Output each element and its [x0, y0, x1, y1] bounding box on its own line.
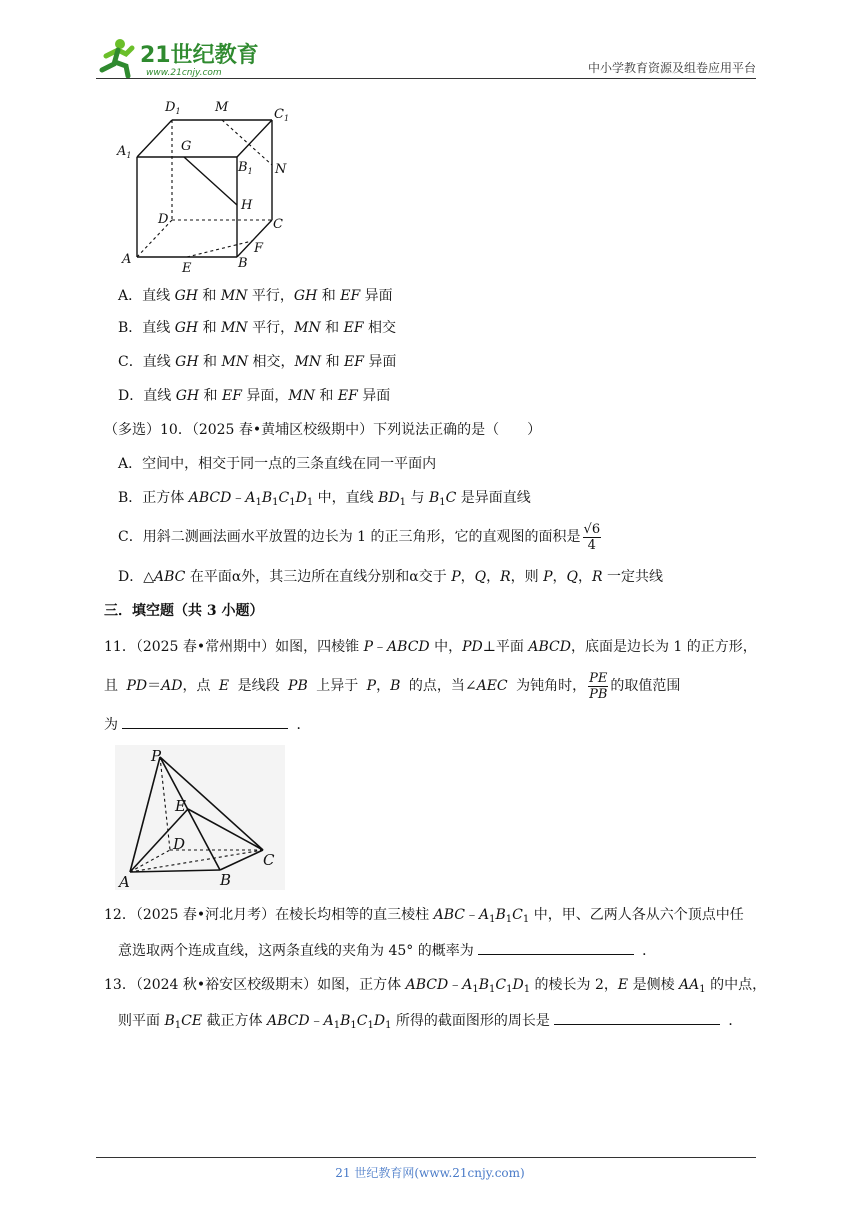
label-P: P [151, 747, 162, 765]
fraction-pe-over-pb: $\frac{PE}{PB}$ [589, 670, 608, 702]
q11-answer-blank[interactable] [122, 714, 288, 729]
logo-text: 21世纪教育 [140, 43, 259, 68]
q9-option-a[interactable]: A．直线 GH 和 MN 平行，GH 和 EF 异面 [118, 288, 393, 304]
q10-option-c[interactable]: C．用斜二测画法画水平放置的边长为 1 的正三角形，它的直观图的面积是 $\frac{√6}{4}$ [118, 521, 601, 553]
label-D: D [158, 212, 169, 227]
label-G: G [181, 139, 192, 154]
q13-line-1: 13．（2024 秋•裕安区校级期末）如图，正方体 $ABCD﹣A_1B_1C_1D_1$ 的棱长为 2，E 是侧棱 $AA_1$ 的中点， [104, 977, 767, 995]
label-N: N [275, 162, 287, 177]
q11-line-3: 为 ． [104, 714, 310, 735]
fraction-sqrt6-over-4: $\frac{√6}{4}$ [583, 521, 601, 553]
footer-text[interactable]: 21 世纪教育网(www.21cnjy.com) [335, 1166, 525, 1180]
section-title-fill-blank: 三．填空题（共 3 小题） [104, 603, 264, 619]
q13-line-2: 则平面 $B_1CE$ 截正方体 $ABCD﹣A_1B_1C_1D_1$ 所得的截面图形的周长是 ． [104, 1010, 742, 1031]
label-A: A [119, 873, 130, 890]
q12-answer-blank[interactable] [478, 940, 634, 955]
cube-figure [112, 95, 302, 280]
q12-line-1: 12．（2025 春•河北月考）在棱长均相等的直三棱柱 $ABC﹣A_1B_1C_1$ 中，甲、乙两人各从六个顶点中任 [104, 907, 744, 925]
q9-option-c[interactable]: C．直线 GH 和 MN 相交，MN 和 EF 异面 [118, 354, 397, 370]
footer-divider [96, 1157, 756, 1158]
q9-option-b[interactable]: B．直线 GH 和 MN 平行，MN 和 EF 相交 [118, 320, 396, 336]
q9-option-d[interactable]: D．直线 GH 和 EF 异面，MN 和 EF 异面 [118, 388, 391, 404]
label-C1: $C_1$ [274, 107, 290, 123]
label-H: H [241, 198, 253, 213]
label-M: M [215, 100, 229, 115]
label-C: C [263, 851, 275, 869]
label-C: C [273, 217, 283, 232]
pyramid-figure [115, 745, 285, 890]
header-platform-text: 中小学教育资源及组卷应用平台 [587, 61, 756, 75]
q10-option-d[interactable]: D．△ABC 在平面α外，其三边所在直线分别和α交于 P，Q，R，则 P，Q，R 一定共线 [118, 569, 663, 585]
label-E: E [182, 261, 192, 276]
label-B: B [220, 871, 232, 889]
label-B: B [238, 256, 248, 271]
label-B1: $B_1$ [238, 160, 253, 176]
q11-line-1: 11．（2025 春•常州期中）如图，四棱锥 P﹣ABCD 中，PD⊥平面 ABCD，底面是边长为 1 的正方形， [104, 639, 757, 655]
q10-stem: （多选）10．（2025 春•黄埔区校级期中）下列说法正确的是（ ） [104, 422, 542, 438]
label-A1: $A_1$ [117, 144, 132, 160]
runner-icon [102, 39, 132, 76]
label-E: E [175, 797, 186, 815]
q10-option-a[interactable]: A．空间中，相交于同一点的三条直线在同一平面内 [118, 456, 437, 472]
logo-url: www.21cnjy.com [146, 68, 222, 78]
q12-line-2: 意选取两个连成直线，这两条直线的夹角为 45° 的概率为 ． [104, 940, 656, 961]
page-header [96, 30, 756, 79]
label-D: D [173, 835, 186, 853]
site-logo [96, 36, 266, 78]
label-D1: $D_1$ [165, 100, 181, 116]
label-F: F [254, 241, 264, 256]
q13-answer-blank[interactable] [554, 1010, 720, 1025]
label-A: A [122, 252, 132, 267]
q10-option-b[interactable]: B．正方体 $ABCD﹣A_1B_1C_1D_1$ 中，直线 $BD_1$ 与 $B_1C$ 是异面直线 [118, 490, 531, 508]
q11-line-2: 且 PD＝AD，点 E 是线段 PB 上异于 P，B 的点，当∠AEC 为钝角时， $\frac{PE}{PB}$ 的取值范围 [104, 670, 681, 702]
